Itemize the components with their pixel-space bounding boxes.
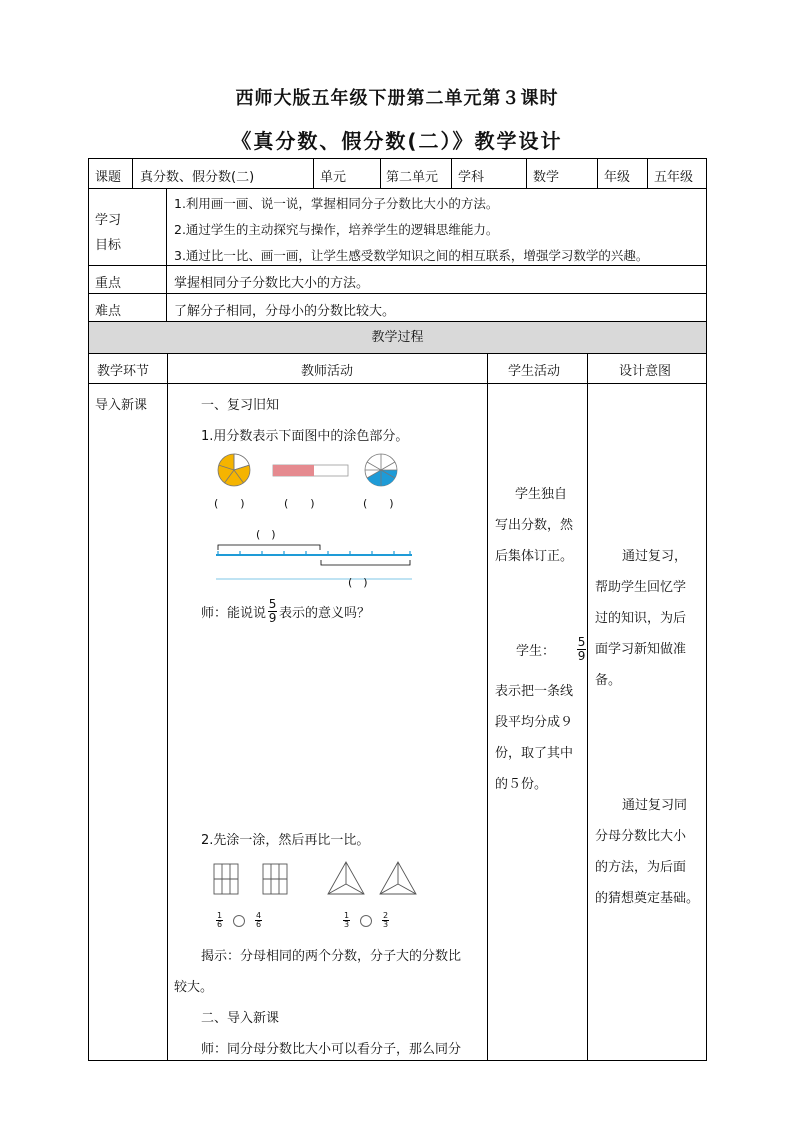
teacher-question-prefix: 师：能说说 xyxy=(201,606,267,621)
number-line-figure xyxy=(214,536,414,586)
col-intent: 设计意图 xyxy=(619,364,672,379)
key-point-value: 掌握相同分子分数比大小的方法。 xyxy=(174,276,370,291)
intent-line: 帮助学生回忆学 xyxy=(595,580,687,595)
unit-label: 单元 xyxy=(320,170,347,185)
process-column-header xyxy=(88,353,707,384)
student-line: 学生独自 xyxy=(515,487,568,502)
review-title: 一、复习旧知 xyxy=(201,398,280,413)
orange-circle-figure xyxy=(218,454,250,486)
compare-circle-2[interactable] xyxy=(360,915,372,927)
goals-label-2: 目标 xyxy=(95,238,122,253)
blank-bottom-brace: ( ) xyxy=(348,576,368,589)
intent-2 xyxy=(595,790,705,914)
grade-value: 五年级 xyxy=(654,170,694,185)
triangle-right xyxy=(380,862,416,894)
compare-row-2 xyxy=(343,912,389,929)
frac-num: 5 xyxy=(577,635,586,649)
goals-label-1: 学习 xyxy=(95,213,122,228)
compare-figures xyxy=(210,860,420,900)
difficulty-label: 难点 xyxy=(95,304,122,319)
grid-rect-left xyxy=(214,864,238,894)
triangle-left xyxy=(328,862,364,894)
frac-den: 9 xyxy=(268,611,277,625)
student-line: 表示把一条线 xyxy=(495,684,574,699)
student-activity-2-head xyxy=(516,636,588,663)
difficulty-value: 了解分子相同，分母小的分数比较大。 xyxy=(174,304,396,319)
student-activity-1 xyxy=(495,479,585,572)
intent-line: 面学习新知做准 xyxy=(595,642,687,657)
student-line: 的５份。 xyxy=(495,777,548,792)
document-title-line2: 《真分数、假分数(二）》教学设计 xyxy=(231,129,563,153)
frac-num: 5 xyxy=(268,597,277,611)
blank-pink: ( ) xyxy=(284,497,315,510)
goal-item-3: 3.通过比一比、画一画，让学生感受数学知识之间的相互联系，增强学习数学的兴趣。 xyxy=(174,248,649,263)
compare-row-1 xyxy=(216,912,262,929)
blank-orange: ( ) xyxy=(214,497,245,510)
col-student: 学生活动 xyxy=(508,364,561,379)
blank-blue: ( ) xyxy=(363,497,394,510)
stage-label: 导入新课 xyxy=(95,398,148,413)
teacher-question xyxy=(201,598,370,625)
student-activity-2 xyxy=(495,676,585,800)
cmp2-left: $\frac{1}{3}$ xyxy=(343,911,350,929)
compare-circle-1[interactable] xyxy=(233,915,245,927)
pink-bar-figure xyxy=(273,465,348,476)
newlesson-line: 师：同分母分数比大小可以看分子，那么同分 xyxy=(201,1042,462,1057)
subject-value: 数学 xyxy=(533,170,560,185)
goal-item-1: 1.利用画一画、说一说，掌握相同分子分数比大小的方法。 xyxy=(174,196,499,211)
blue-circle-figure xyxy=(365,454,397,486)
question-2: 2.先涂一涂，然后再比一比。 xyxy=(201,833,370,848)
intent-line: 通过复习， xyxy=(622,549,688,564)
grade-label: 年级 xyxy=(604,170,631,185)
intent-line: 分母分数比大小 xyxy=(595,829,687,844)
col-teacher: 教师活动 xyxy=(301,364,354,379)
student-line: 写出分数，然 xyxy=(495,518,574,533)
student-line: 后集体订正。 xyxy=(495,549,574,564)
intent-line: 的方法，为后面 xyxy=(595,860,687,875)
intent-line: 通过复习同 xyxy=(622,798,688,813)
student-line: 段平均分成９ xyxy=(495,715,574,730)
unit-value: 第二单元 xyxy=(386,170,439,185)
reveal-line-2: 较大。 xyxy=(174,980,214,995)
student-prefix: 学生： xyxy=(516,644,556,659)
intent-line: 备。 xyxy=(595,673,622,688)
reveal-line-1: 揭示：分母相同的两个分数，分子大的分数比 xyxy=(201,949,462,964)
subject-label: 学科 xyxy=(458,170,485,185)
fraction-5-9 xyxy=(268,598,277,625)
student-line: 份，取了其中 xyxy=(495,746,574,761)
document-title-line1: 西师大版五年级下册第二单元第３课时 xyxy=(235,88,559,109)
grid-rect-right xyxy=(263,864,287,894)
cmp2-right: $\frac{2}{3}$ xyxy=(382,911,389,929)
cmp1-right: $\frac{4}{6}$ xyxy=(255,911,262,929)
question-1: 1.用分数表示下面图中的涂色部分。 xyxy=(201,429,409,444)
key-point-label: 重点 xyxy=(95,276,122,291)
cmp1-left: $\frac{1}{6}$ xyxy=(216,911,223,929)
newlesson-title: 二、导入新课 xyxy=(201,1011,280,1026)
frac-den: 9 xyxy=(577,649,586,663)
topic-value: 真分数、假分数(二) xyxy=(140,170,255,185)
intent-1 xyxy=(595,541,705,696)
intent-line: 的猜想奠定基础。 xyxy=(595,891,700,906)
process-section-header: 教学过程 xyxy=(88,321,707,354)
student-fraction-5-9 xyxy=(577,636,586,663)
goal-item-2: 2.通过学生的主动探究与操作，培养学生的逻辑思维能力。 xyxy=(174,222,499,237)
intent-line: 过的知识，为后 xyxy=(595,611,687,626)
blank-top-brace: ( ) xyxy=(256,528,276,541)
topic-label: 课题 xyxy=(95,170,122,185)
teacher-question-suffix: 表示的意义吗？ xyxy=(279,606,371,621)
col-stage: 教学环节 xyxy=(97,364,150,379)
